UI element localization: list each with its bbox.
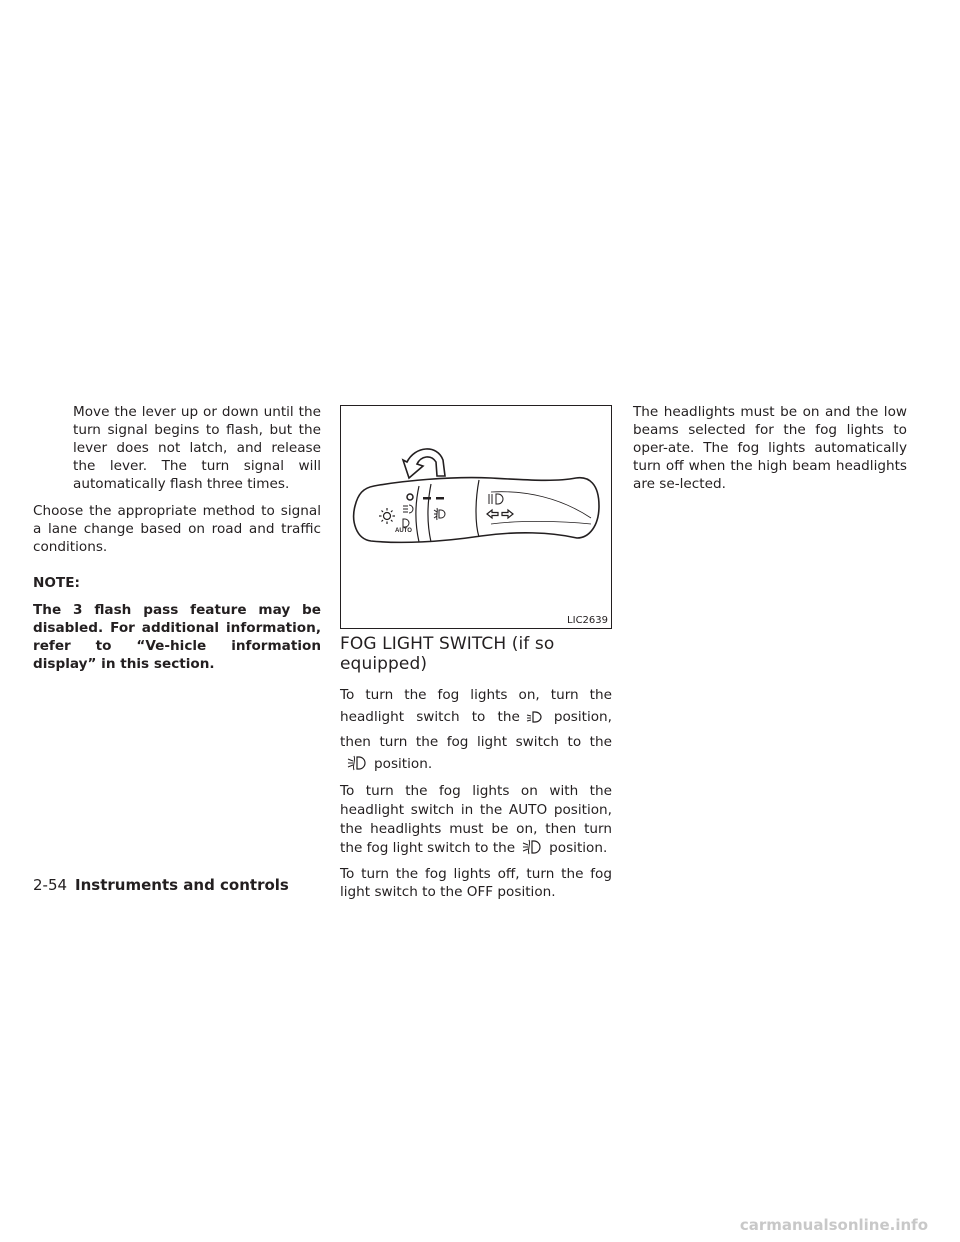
combination-switch-drawing [341, 406, 611, 628]
high-beam-paragraph: The headlights must be on and the low beams selected for the fog lights to oper-ate. The fog lights automatically turn off when the high beam headlights are se-lected. [633, 404, 907, 492]
figure-code: LIC2639 [567, 615, 608, 626]
chapter-title: Instruments and controls [75, 876, 289, 894]
page-number: 2-54 [33, 876, 68, 894]
section-title: FOG LIGHT SWITCH (if so equipped) [340, 634, 555, 674]
note-text: The 3 flash pass feature may be disabled. For additional information, refer to “Ve-hicle information display” in this section. [33, 602, 321, 672]
right-column [633, 403, 907, 493]
fog-auto-paragraph: To turn the fog lights on with the headlight switch in the AUTO position, the headlights must be on, then turn the fog light switch to the position. [340, 782, 612, 861]
rotation-arrow-icon [403, 449, 445, 478]
lever-illustration [340, 405, 612, 629]
page-footer [33, 876, 289, 894]
note-label: NOTE: [33, 575, 80, 591]
lane-change-paragraph: Choose the appropriate method to signal a lane change based on road and traffic conditions. [33, 503, 321, 555]
watermark: carmanualsonline.info [739, 1216, 928, 1234]
fog-light-section [340, 634, 612, 901]
front-fog-light-icon [346, 755, 368, 778]
step-text: Move the lever up or down until the turn signal begins to flash, but the lever does not latch, and release the lever. The turn signal will automatically flash three times. [73, 404, 321, 492]
headlight-low-beam-icon [526, 709, 548, 731]
front-fog-light-icon [521, 839, 543, 861]
fog-on-paragraph: To turn the fog lights on, turn the headlight switch to the position, then turn the fog light switch to theposition. [340, 684, 612, 778]
left-column [33, 403, 321, 673]
auto-label: AUTO [395, 528, 412, 534]
fog-off-paragraph: To turn the fog lights off, turn the fog light switch to the OFF position. [340, 866, 612, 900]
